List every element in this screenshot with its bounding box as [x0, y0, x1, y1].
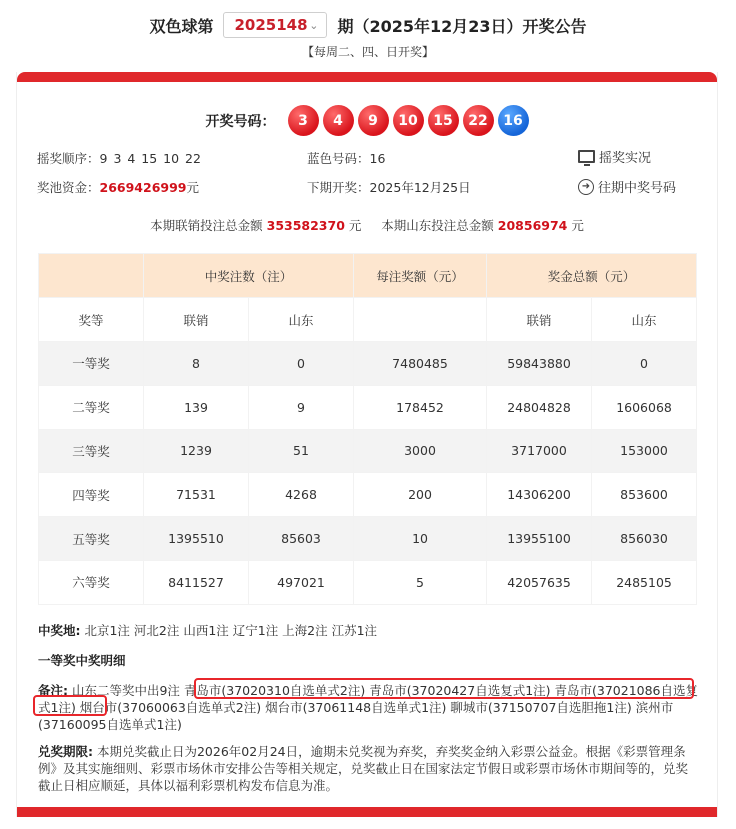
shandong-sales-label: 本期山东投注总金额	[381, 218, 494, 233]
subheader-blank	[354, 298, 487, 342]
numbers-label: 开奖号码：	[205, 113, 276, 130]
prize-level: 二等奖	[39, 385, 144, 429]
per-bet-amount: 7480485	[354, 342, 487, 386]
lianxiao-sales-value: 353582370	[266, 218, 345, 233]
arrow-circle-icon: ➜	[578, 179, 594, 195]
history-link[interactable]	[578, 177, 676, 196]
regions-value: 北京1注 河北2注 山西1注 辽宁1注 上海2注 江苏1注	[80, 623, 378, 638]
prize-table	[38, 253, 697, 605]
draw-schedule: 【每周二、四、日开奖】	[301, 45, 434, 59]
detail-title	[38, 652, 698, 669]
monitor-icon	[578, 150, 595, 163]
winners-shandong: 85603	[249, 517, 354, 561]
table-row	[39, 560, 697, 604]
red-ball: 10	[393, 105, 424, 136]
winners-shandong: 51	[249, 429, 354, 473]
red-ball: 22	[463, 105, 494, 136]
winners-lianxiao: 8411527	[144, 560, 249, 604]
total-lianxiao: 3717000	[487, 429, 592, 473]
issue-select[interactable]	[223, 12, 327, 38]
subheader-shandong: 山东	[249, 298, 354, 342]
header-per-bet: 每注奖额（元）	[354, 254, 487, 298]
order-label: 摇奖顺序：	[37, 151, 100, 166]
issue-value: 2025148	[234, 16, 308, 34]
shandong-sales-unit: 元	[571, 218, 584, 233]
winners-shandong: 4268	[249, 473, 354, 517]
page-header	[0, 10, 736, 40]
winners-lianxiao: 8	[144, 342, 249, 386]
prize-level: 六等奖	[39, 560, 144, 604]
table-header-row	[39, 254, 697, 298]
total-shandong: 853600	[592, 473, 697, 517]
prize-level: 三等奖	[39, 429, 144, 473]
pool-value: 2669426999	[99, 180, 187, 195]
total-lianxiao: 59843880	[487, 342, 592, 386]
blue-label: 蓝色号码：	[307, 151, 370, 166]
winners-shandong: 497021	[249, 560, 354, 604]
live-draw-label: 摇奖实况	[599, 151, 652, 166]
jackpot-pool	[37, 178, 199, 196]
next-draw	[307, 178, 471, 196]
blue-number	[307, 149, 385, 167]
title-prefix: 双色球第	[149, 16, 214, 36]
subheader-lianxiao: 联销	[144, 298, 249, 342]
order-value: 9 3 4 15 10 22	[99, 151, 201, 166]
table-subheader-row	[39, 298, 697, 342]
winners-lianxiao: 139	[144, 385, 249, 429]
red-ball: 9	[358, 105, 389, 136]
lianxiao-sales-unit: 元	[348, 218, 362, 233]
per-bet-amount: 5	[354, 560, 487, 604]
table-row	[39, 429, 697, 473]
total-lianxiao: 13955100	[487, 517, 592, 561]
detail-title-text: 一等奖中奖明细	[38, 653, 126, 668]
remarks	[38, 682, 698, 733]
total-shandong: 153000	[592, 429, 697, 473]
winners-lianxiao: 1395510	[144, 517, 249, 561]
next-label: 下期开奖：	[307, 180, 370, 195]
winning-regions	[38, 622, 698, 639]
card-bottom-bar	[17, 807, 717, 817]
remarks-label: 备注:	[38, 683, 68, 698]
total-shandong: 0	[592, 342, 697, 386]
sales-summary	[17, 216, 717, 234]
per-bet-amount: 10	[354, 517, 487, 561]
total-shandong: 1606068	[592, 385, 697, 429]
table-row	[39, 473, 697, 517]
pool-label: 奖池资金：	[37, 180, 100, 195]
total-lianxiao: 42057635	[487, 560, 592, 604]
next-value: 2025年12月25日	[369, 180, 471, 195]
table-row	[39, 517, 697, 561]
card-top-bar	[17, 72, 717, 82]
total-lianxiao: 24804828	[487, 385, 592, 429]
prize-level: 四等奖	[39, 473, 144, 517]
prize-level: 五等奖	[39, 517, 144, 561]
live-draw-link[interactable]	[578, 147, 651, 166]
result-card	[16, 72, 718, 817]
table-row	[39, 385, 697, 429]
table-row	[39, 342, 697, 386]
remarks-text: 山东二等奖中出9注 青岛市(37020310自选单式2注) 青岛市(37020427自选复式1注) 青岛市(37021086自选复式1注) 烟台市(37060063自选单式2注) 烟台市(37061148自选单式1注) 聊城市(37150707自选胆拖1注) 滨州市(37160095自选单式1注)	[38, 683, 699, 732]
draw-numbers	[17, 105, 717, 136]
chevron-down-icon: ⌄	[309, 18, 319, 32]
claim-deadline	[38, 743, 698, 794]
subheader-total-lianxiao: 联销	[487, 298, 592, 342]
draw-order	[37, 149, 201, 167]
winners-shandong: 0	[249, 342, 354, 386]
total-shandong: 856030	[592, 517, 697, 561]
regions-label: 中奖地:	[38, 623, 81, 638]
header-blank	[39, 254, 144, 298]
total-lianxiao: 14306200	[487, 473, 592, 517]
total-shandong: 2485105	[592, 560, 697, 604]
red-ball: 15	[428, 105, 459, 136]
pool-unit: 元	[186, 180, 200, 195]
winners-shandong: 9	[249, 385, 354, 429]
per-bet-amount: 178452	[354, 385, 487, 429]
header-winners: 中奖注数（注）	[144, 254, 354, 298]
claim-label: 兑奖期限:	[38, 744, 93, 759]
blue-value: 16	[369, 151, 386, 166]
winners-lianxiao: 1239	[144, 429, 249, 473]
prize-level: 一等奖	[39, 342, 144, 386]
subheader-total-shandong: 山东	[592, 298, 697, 342]
title-suffix: 期（2025年12月23日）开奖公告	[337, 16, 587, 36]
per-bet-amount: 3000	[354, 429, 487, 473]
claim-text: 本期兑奖截止日为2026年02月24日，逾期未兑奖视为弃奖，弃奖奖金纳入彩票公益金。根据《彩票管理条例》及其实施细则、彩票市场休市安排公告等相关规定，兑奖截止日在国家法定节假日或彩票市场休市期间等的，兑奖截止日相应顺延，具体以福利彩票机构发布信息为准。	[38, 744, 689, 793]
history-label: 往期中奖号码	[598, 181, 677, 196]
red-ball: 4	[323, 105, 354, 136]
red-ball: 3	[288, 105, 319, 136]
winners-lianxiao: 71531	[144, 473, 249, 517]
shandong-sales-value: 20856974	[497, 218, 568, 233]
header-total: 奖金总额（元）	[487, 254, 697, 298]
per-bet-amount: 200	[354, 473, 487, 517]
subheader-level: 奖等	[39, 298, 144, 342]
blue-ball: 16	[498, 105, 529, 136]
lianxiao-sales-label: 本期联销投注总金额	[150, 218, 263, 233]
